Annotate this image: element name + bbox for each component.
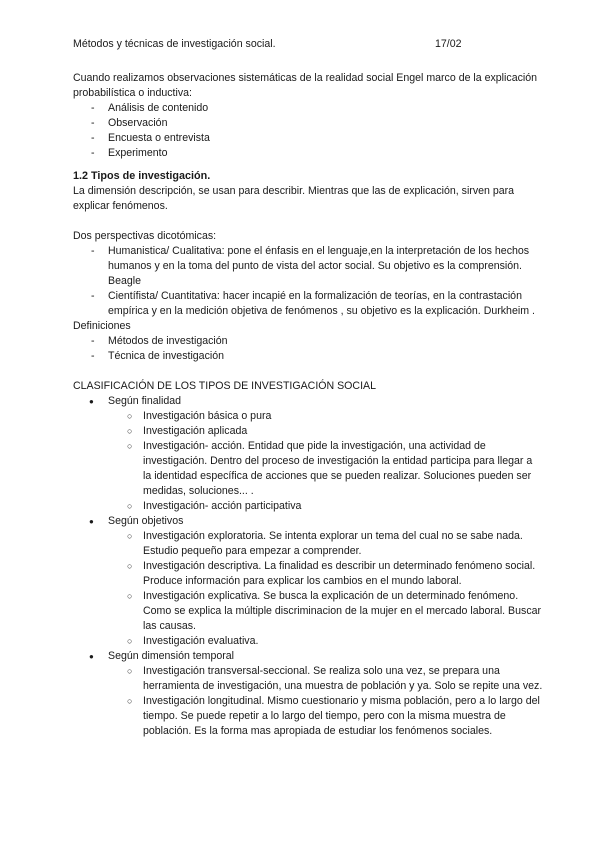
list-item: - Observación [73,116,543,131]
list-item: ○ Investigación aplicada [108,424,543,439]
document-title: Métodos y técnicas de investigación social. [73,38,276,50]
group-objetivos [73,514,543,649]
list-item: ○ Investigación longitudinal. Mismo cuestionario y misma población, pero a lo largo del tiempo. Se puede repetir a lo largo del tiempo, pero con la misma muestra de población. Es la forma mas apropiada de estudiar los fenómenos sociales. [108,694,543,739]
group-temporal [73,649,543,739]
intro-paragraph: Cuando realizamos observaciones sistemáticas de la realidad social Engel marco de la explicación probabilística o inductiva: [73,72,538,99]
page-date: 17/02 [435,38,462,50]
list-item: - Técnica de investigación [73,349,543,364]
group-label: Según objetivos [108,515,184,527]
section-paragraph: La dimensión descripción, se usan para describir. Mientras que las de explicación, sirven para explicar fenómenos. [73,185,515,212]
list-item: ○ Investigación descriptiva. La finalidad es describir un determinado fenómeno social. Produce información para explicar los cambios en el mundo laboral. [108,559,543,589]
list-item: ○ Investigación evaluativa. [108,634,543,649]
group-finalidad [73,394,543,514]
section-heading: 1.2 Tipos de investigación. [73,170,211,182]
group-label: Según finalidad [108,395,182,407]
list-item: - Encuesta o entrevista [73,131,543,146]
list-item: ○ Investigación transversal-seccional. Se realiza solo una vez, se prepara una herramienta de investigación, una muestra de población y ya. Solo se repite una vez. [108,664,543,694]
document-body [73,71,543,739]
list-item: ○ Investigación explicativa. Se busca la explicación de un determinado fenómeno. Como se explica la múltiple discriminacion de la mujer en el mercado laboral. Buscar las causas. [108,589,543,634]
list-item: ○ Investigación básica o pura [108,409,543,424]
group-items [108,529,543,649]
perspectives-list [73,244,543,319]
page-header [73,37,533,52]
list-item: - Métodos de investigación [73,334,543,349]
perspectives-label: Dos perspectivas dicotómicas: [73,230,217,242]
list-item: ○ Investigación- acción participativa [108,499,543,514]
group-items [108,664,543,739]
definitions-list [73,334,543,364]
list-item: - Científista/ Cuantitativa: hacer incapié en la formalización de teorías, en la contrastación empírica y en la medición objetiva de fenómenos , su objetivo es la explicación. Durkheim . [73,289,543,319]
list-item: ○ Investigación exploratoria. Se intenta explorar un tema del cual no se sabe nada. Estudio pequeño para empezar a comprender. [108,529,543,559]
group-items [108,409,543,514]
list-item: - Humanistica/ Cualitativa: pone el énfasis en el lenguaje,en la interpretación de los hechos humanos y en la toma del punto de vista del actor social. Su objetivo es la comprensión. Beagle [73,244,543,289]
classification-list [73,394,543,739]
list-item: - Experimento [73,146,543,161]
group-label: Según dimensión temporal [108,650,235,662]
classification-heading: CLASIFICACIÓN DE LOS TIPOS DE INVESTIGACIÓN SOCIAL [73,380,376,392]
definitions-label: Definiciones [73,320,131,332]
intro-list [73,101,543,161]
list-item: ○ Investigación- acción. Entidad que pide la investigación, una actividad de investigación. Dentro del proceso de investigación la entidad participa para llegar a la identidad específica de acciones que se pueden realizar. Soluciones pueden ser medidas, soluciones... . [108,439,543,499]
list-item: - Análisis de contenido [73,101,543,116]
